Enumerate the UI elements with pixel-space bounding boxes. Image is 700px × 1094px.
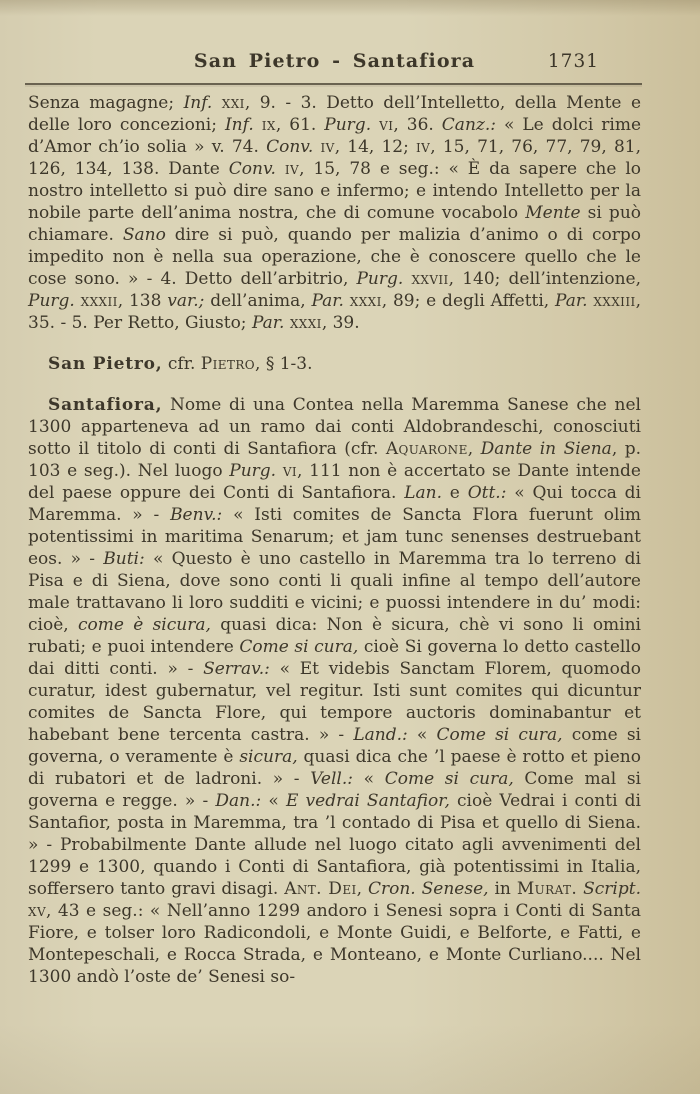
text-run xyxy=(254,115,262,135)
text-run: « Questo è uno castello in Maremma tra lo terreno di Pisa e di Siena, dove sono conti li quali infine al tempo dell’autore male trattavano li loro sudditi e vicini; e puossi intendere in du’ modi: cioè, xyxy=(28,549,641,635)
text-run: « Et videbis Sanctam Florem, quomodo curatur, idest gubernatur, vel regitur. Isti sunt comites qui dicuntur comites de Sancta Flore, qui tempore auctoris dominabantur et habebant bene tercenta castra. » - xyxy=(28,659,641,745)
text-run: iv xyxy=(416,137,431,157)
text-run: , 35. - 5. Per Retto, Giusto; xyxy=(28,291,641,333)
text-run: « Qui tocca di Maremma. » - xyxy=(28,483,641,525)
text-run: xxi xyxy=(221,93,245,113)
text-run: si può chiamare. xyxy=(28,203,641,245)
text-run: Come si cura, xyxy=(239,637,359,657)
text-run: E vedrai Santafior, xyxy=(285,791,450,811)
text-run: Dan.: xyxy=(215,791,262,811)
text-run: , 138 xyxy=(117,291,168,311)
text-run: , 140; dell’intenzione, xyxy=(448,269,641,289)
text-run: Inf. xyxy=(224,115,254,135)
text-run: , 43 e seg.: « Nell’anno 1299 andoro i Senesi sopra i Conti di Santa Fiore, e tolser loro Radicondoli, e Monte Guidi, e Belforte, e Fatti, e Montepeschali, e Rocca Strada, e Monteano, e Monte Curliano.... Nel 1300 andò l’oste de’ Senesi so- xyxy=(28,901,641,987)
text-run: , 9. - 3. Detto dell’Intelletto, della Mente e delle loro concezioni; xyxy=(28,93,642,135)
text-run: , § 1-3. xyxy=(255,354,313,374)
text-run: , 61. xyxy=(275,115,325,135)
header-rule xyxy=(25,83,642,85)
text-run: Script. xyxy=(583,879,641,899)
text-run: « Isti comites de Sancta Flora fuerunt olim potentissimi in maritima Senarum; et jam tunc senenses destruebant eos. » - xyxy=(28,505,641,569)
text-run: come è sicura, xyxy=(77,615,211,635)
text-run: Inf. xyxy=(183,93,213,113)
text-run: Nome di una Contea nella Maremma Sanese che nel 1300 apparteneva ad un ramo dai conti Aldobrandeschi, conosciuti sotto il titolo di conti di Santafiora (cfr. xyxy=(28,395,641,459)
text-run: Ott.: xyxy=(467,483,507,503)
text-run: Dante in Siena xyxy=(480,439,612,459)
text-run: Santafiora, xyxy=(48,395,163,415)
text-run: « xyxy=(261,791,286,811)
text-run: cioè Vedrai i conti di Santafior, posta in Maremma, tra ’l contado di Pisa et quello di Siena. » - Probabilmente Dante allude nel luogo citato agli avvenimenti del 1299 e 1300, quando i Conti di Santafiora, già potentissimi in Italia, soffersero tanto gravi disagi. xyxy=(28,791,641,899)
text-run: , xyxy=(356,879,368,899)
text-run: Purg. xyxy=(28,291,75,311)
text-run xyxy=(371,115,379,135)
text-run: xxxiii xyxy=(593,291,636,311)
text-run: sicura, xyxy=(239,747,298,767)
text-run: Come si cura, xyxy=(384,769,514,789)
text-column xyxy=(28,0,641,988)
text-run: vi xyxy=(282,461,298,481)
text-run: Par. xyxy=(555,291,588,311)
text-run: Par. xyxy=(311,291,344,311)
text-run: xxxi xyxy=(349,291,382,311)
text-run: Come si cura, xyxy=(436,725,563,745)
text-run: Cron. Senese, xyxy=(367,879,489,899)
text-run: « xyxy=(407,725,437,745)
text-run: Purg. xyxy=(356,269,404,289)
text-run: Canz.: xyxy=(441,115,496,135)
text-run: Aquarone xyxy=(385,439,468,459)
text-run: Sano xyxy=(122,225,166,245)
text-run: iv xyxy=(284,159,300,179)
entry-san-pietro xyxy=(28,353,641,375)
text-run: come si governa, o veramente è xyxy=(28,725,641,767)
page-header xyxy=(28,50,641,74)
text-run xyxy=(212,93,221,113)
text-run: , xyxy=(467,439,481,459)
page-number: 1731 xyxy=(547,51,599,72)
text-run: e xyxy=(441,483,468,503)
text-run: Par. xyxy=(251,313,285,333)
text-run: , 14, 12; xyxy=(334,137,417,157)
text-run xyxy=(276,159,285,179)
text-run: xxvii xyxy=(411,269,449,289)
text-run xyxy=(276,461,283,481)
entry-santafiora xyxy=(28,394,641,988)
text-run: Benv.: xyxy=(170,505,223,525)
text-run: ix xyxy=(261,115,276,135)
text-run: iv xyxy=(320,137,335,157)
text-run: , 36. xyxy=(393,115,442,135)
paragraph-continuation xyxy=(28,92,641,334)
text-run: Conv. xyxy=(228,159,276,179)
text-run: Purg. xyxy=(229,461,277,481)
text-run: xxxii xyxy=(80,291,118,311)
text-run: Ant. Dei xyxy=(284,879,357,899)
text-run: , 39. xyxy=(321,313,360,333)
text-run: Vell.: xyxy=(310,769,353,789)
text-run: San Pietro, xyxy=(48,354,163,374)
text-run: Mente xyxy=(525,203,581,223)
text-run: , 15, 78 e seg.: « È da sapere che lo nostro intelletto si può dire sano e infermo; e intendo Intelletto per la nobile parte dell’anima nostra, che di comune vocabolo xyxy=(28,159,642,223)
text-run: , 111 non è accertato se Dante intende del paese oppure dei Conti di Santafiora. xyxy=(28,461,641,503)
text-run: var.; xyxy=(167,291,205,311)
text-block xyxy=(28,92,641,988)
text-run: vi xyxy=(379,115,394,135)
text-run: , p. 103 e seg.). Nel luogo xyxy=(28,439,642,481)
text-run: Land.: xyxy=(353,725,408,745)
text-run: Serrav.: xyxy=(203,659,270,679)
text-run: xv xyxy=(28,901,47,921)
text-run: cioè Si governa lo detto castello dai ditti conti. » - xyxy=(28,637,642,679)
text-run: , 89; e degli Affetti, xyxy=(381,291,556,311)
text-run: Purg. xyxy=(324,115,372,135)
text-run: quasi dica: Non è sicura, chè vi sono li omini rubati; e puoi intendere xyxy=(28,615,641,657)
text-run: dire si può, quando per malizia d’animo o di corpo impedito non è nella sua operazione, che è conoscere quello che le cose sono. » - 4. Detto dell’arbitrio, xyxy=(28,225,642,289)
text-run: Buti: xyxy=(103,549,145,569)
text-run: Lan. xyxy=(404,483,442,503)
text-run: Murat. xyxy=(516,879,578,899)
text-run: Come mal si governa e regge. » - xyxy=(28,769,641,811)
text-run: Pietro xyxy=(200,354,256,374)
text-run: « xyxy=(353,769,385,789)
text-run: Conv. xyxy=(266,137,314,157)
text-run: , 15, 71, 76, 77, 79, 81, 126, 134, 138. Dante xyxy=(28,137,641,179)
text-run: dell’anima, xyxy=(204,291,312,311)
text-run: xxxi xyxy=(289,313,322,333)
text-run: quasi dica che ’l paese è rotto et pieno di rubatori et de ladroni. » - xyxy=(28,747,641,789)
text-run: Senza magagne; xyxy=(28,93,184,113)
text-run: cfr. xyxy=(162,354,201,374)
text-run: « Le dolci rime d’Amor ch’io solia » v. 74. xyxy=(28,115,642,157)
running-head-title: San Pietro - Santafiora xyxy=(193,50,476,72)
text-run: in xyxy=(488,879,517,899)
